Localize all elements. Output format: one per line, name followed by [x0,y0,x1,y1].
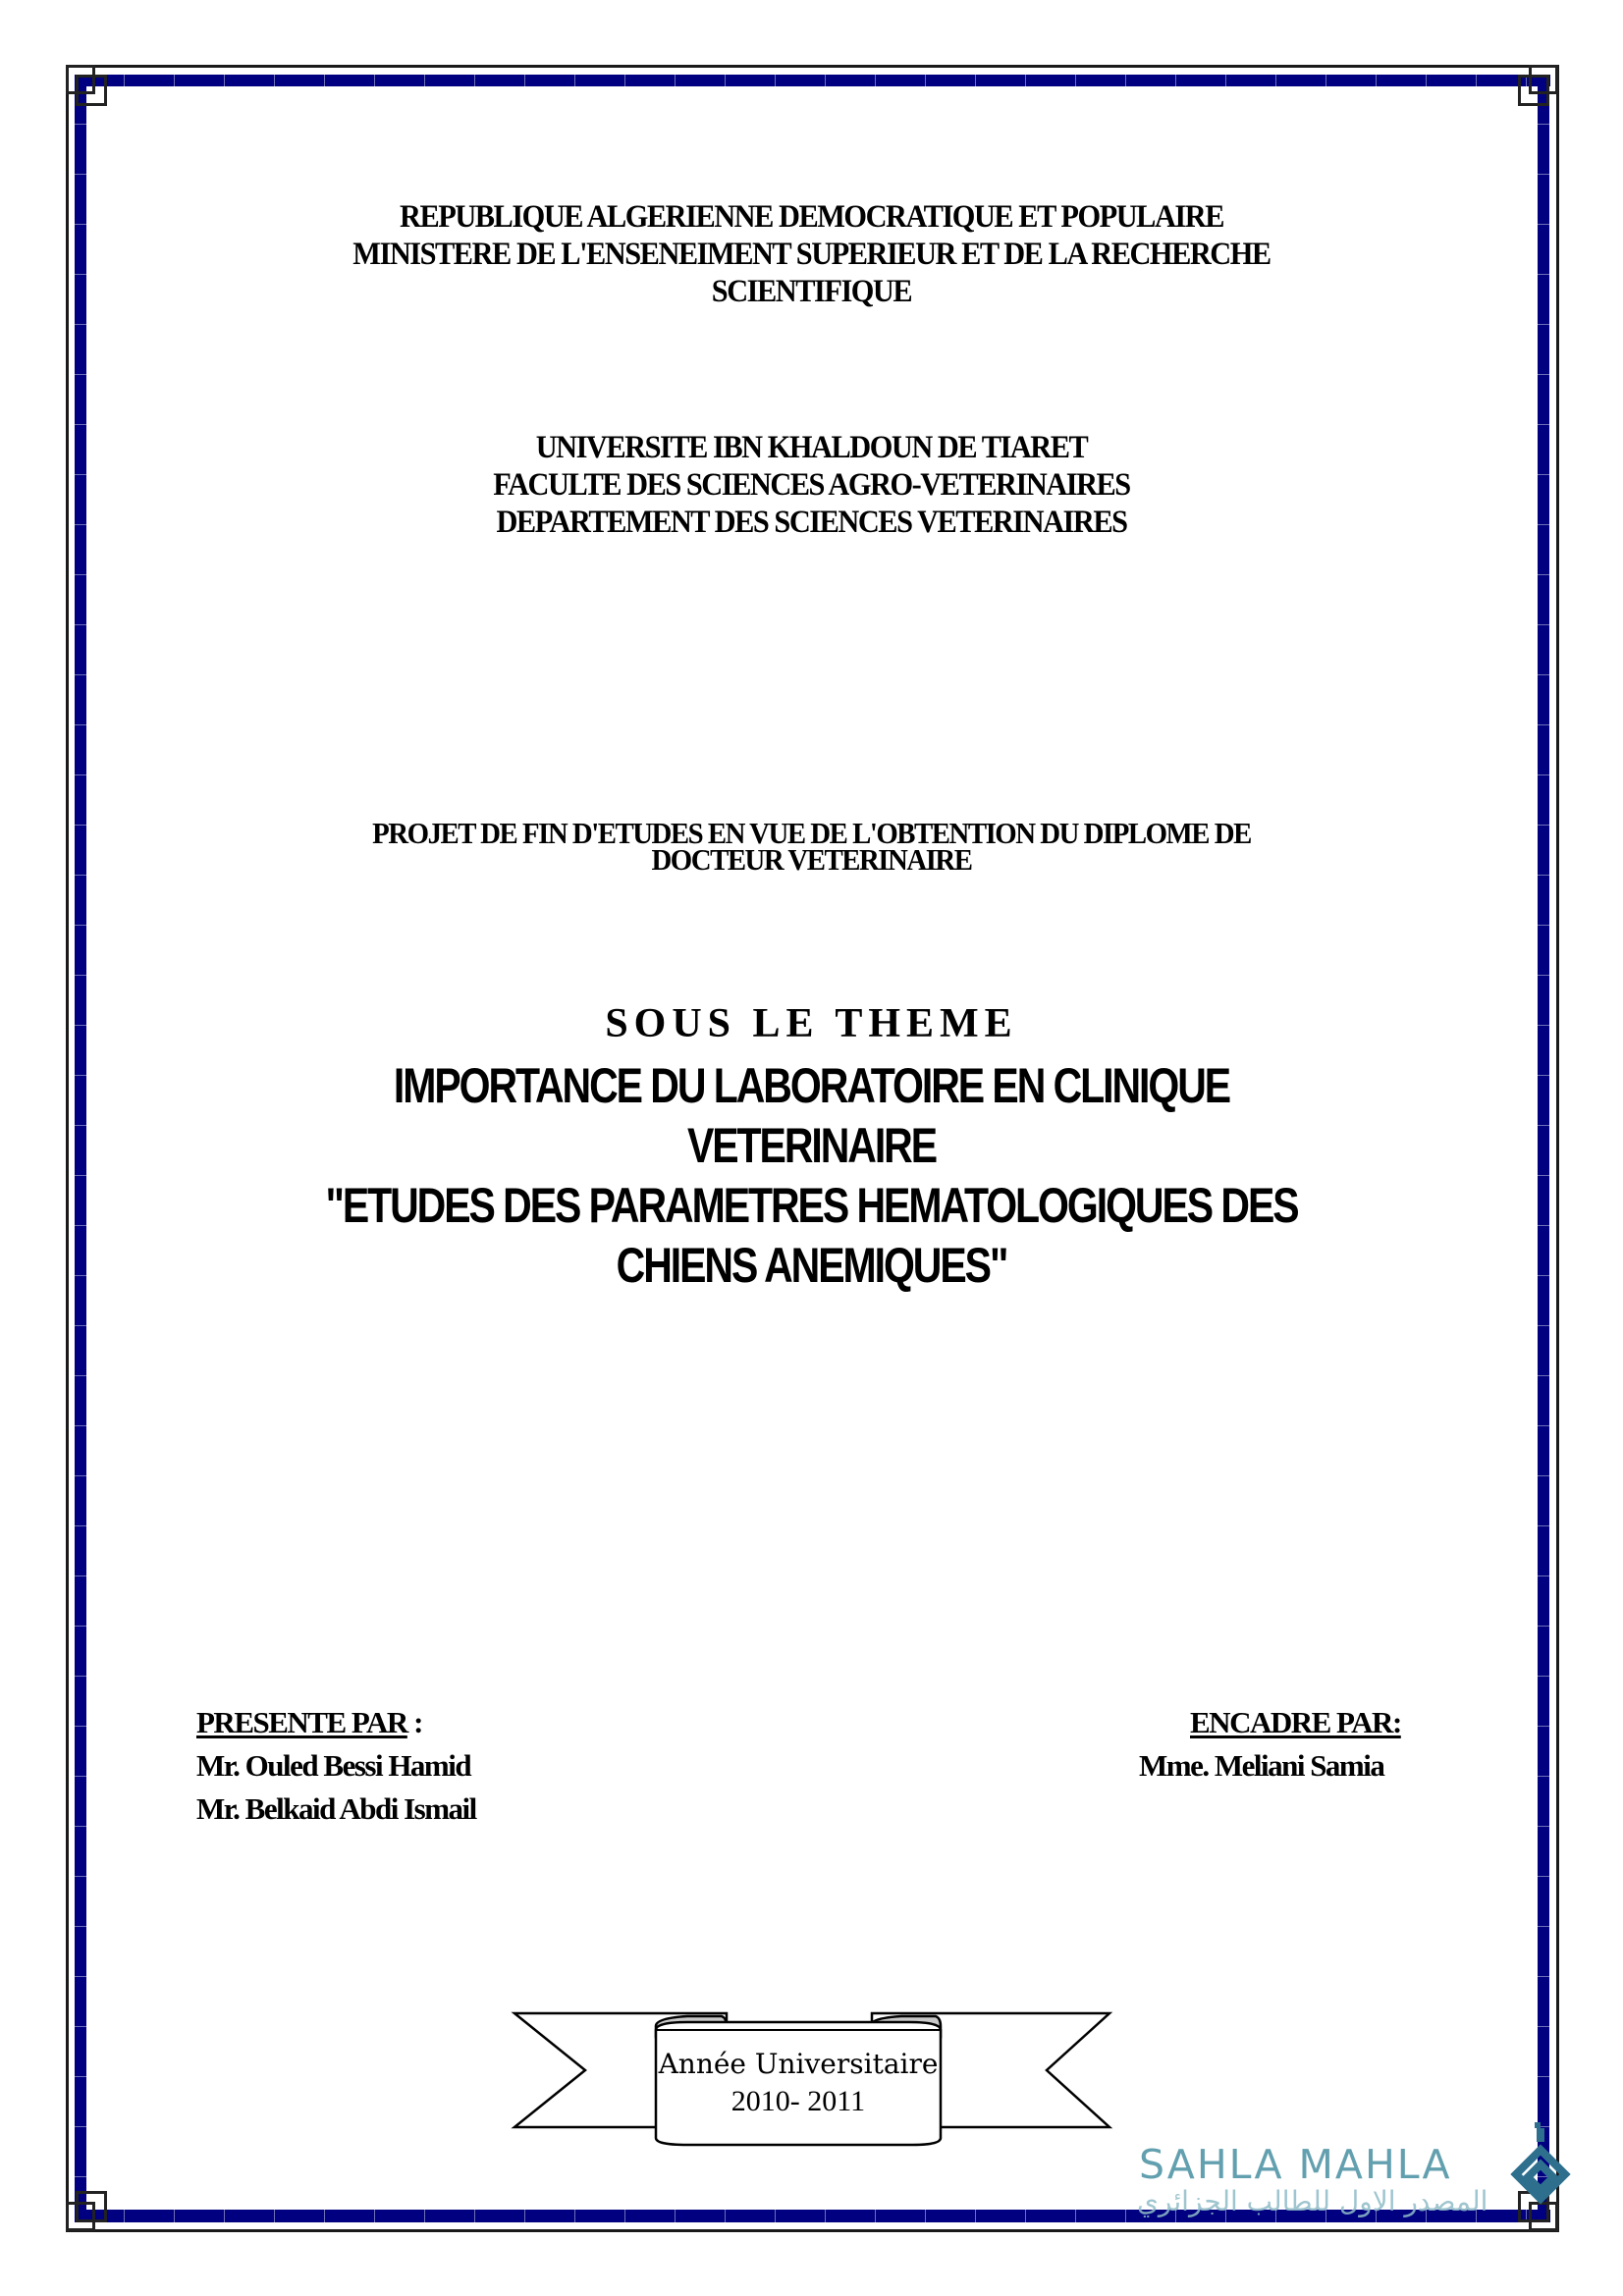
academic-year-label: Année Universitaire [658,2048,939,2080]
supervisor-name: Mme. Meliani Samia [1139,1748,1384,1783]
watermark-title: SAHLA MAHLA [1139,2141,1452,2188]
thesis-title-line-4: CHIENS ANEMIQUES" [616,1238,1007,1293]
supervised-by-label: ENCADRE PAR: [1190,1705,1401,1739]
project-line-2: DOCTEUR VETERINAIRE [651,842,972,877]
header-republic: REPUBLIQUE ALGERIENNE DEMOCRATIQUE ET POPULAIRE [400,199,1223,235]
university-name: UNIVERSITE IBN KHALDOUN DE TIARET [535,430,1088,465]
theme-label: SOUS LE THEME [605,1001,1018,1046]
header-ministry: MINISTERE DE L'ENSENEIMENT SUPERIEUR ET DE LA RECHERCHE [352,237,1271,272]
faculty-name: FACULTE DES SCIENCES AGRO-VETERINAIRES [493,467,1130,503]
header-ministry-cont: SCIENTIFIQUE [711,274,912,309]
thesis-title-line-3: "ETUDES DES PARAMETRES HEMATOLOGIQUES DES [325,1178,1298,1233]
department-name: DEPARTEMENT DES SCIENCES VETERINAIRES [496,505,1127,540]
presented-by-colon: : [406,1705,422,1739]
academic-year-value: 2010- 2011 [730,2085,866,2117]
project-line-1: PROJET DE FIN D'ETUDES EN VUE DE L'OBTENTION DU DIPLOME DE [372,816,1251,850]
student-name: Mr. Ouled Bessi Hamid [196,1748,471,1783]
student-name: Mr. Belkaid Abdi Ismail [196,1791,476,1826]
presented-by-label: PRESENTE PAR [196,1705,407,1739]
watermark-subtitle: المصدر الاول للطالب الجزائري [1137,2185,1488,2217]
watermark-logo-icon [1506,2120,1575,2214]
thesis-title-line-1: IMPORTANCE DU LABORATOIRE EN CLINIQUE [393,1058,1230,1113]
thesis-title-line-2: VETERINAIRE [686,1118,937,1173]
